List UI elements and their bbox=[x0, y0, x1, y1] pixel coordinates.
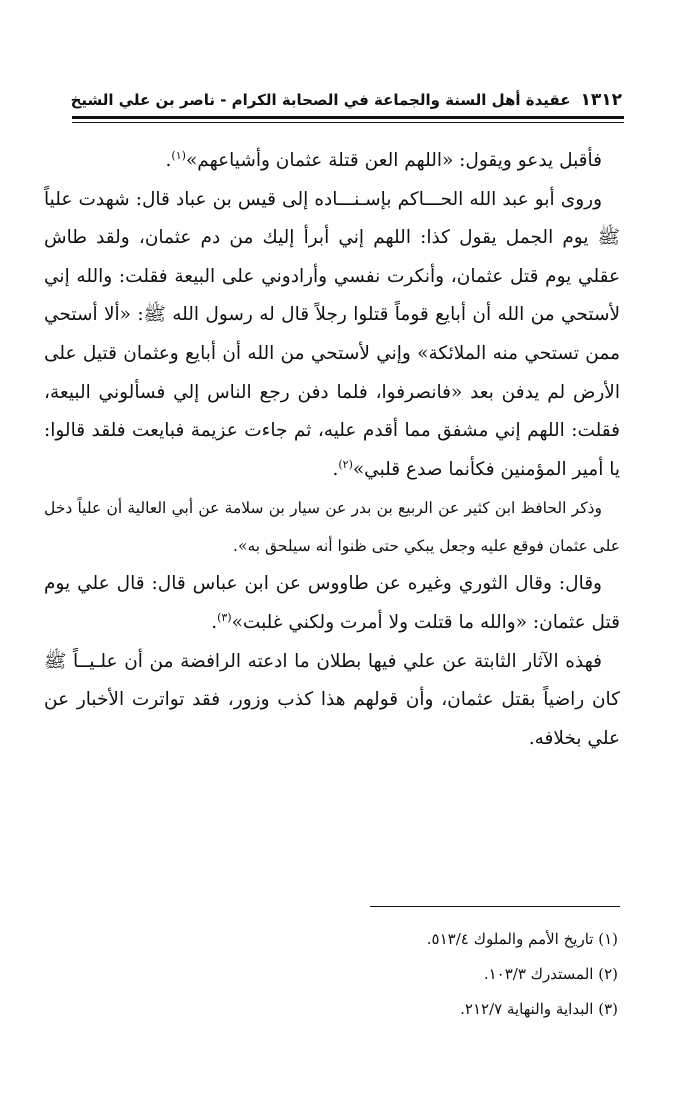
page-number: ١٣١٢ bbox=[580, 90, 622, 110]
footnote-mark-3[interactable]: (٣) bbox=[217, 610, 232, 624]
footnote-mark-1[interactable]: (١) bbox=[171, 148, 186, 162]
paragraph-5: فهذه الآثار الثابتة عن علي فيها بطلان ما ادعته الرافضة من أن علـيــاً ﷺ كان راضياً بقتل عثمان، وأن قولهم هذا كذب وزور، فقد تواترت الأخبار عن علي بخلافه. bbox=[44, 650, 620, 749]
paragraph-3: وذكر الحافظ ابن كثير عن الربيع بن بدر عن سيار بن سلامة عن أبي العالية أن علياً دخل على عثمان فوقع عليه وجعل يبكي حتى ظنوا أنه سيلحق به». bbox=[44, 499, 620, 556]
footnote-2: (٢) المستدرك ١٠٣/٣. bbox=[483, 965, 618, 983]
header-rule-thin bbox=[72, 122, 624, 123]
running-title: عقيدة أهل السنة والجماعة في الصحابة الكرام - ناصر بن علي الشيخ bbox=[70, 91, 571, 109]
paragraph-2: وروى أبو عبد الله الحـــاكم بإسـنـــاده إلى قيس بن عباد قال: شهدت علياً ﷺ يوم الجمل يقول كذا: اللهم إني أبرأ إليك من دم عثمان، ولقد طاش عقلي يوم قتل عثمان، وأنكرت نفسي وأرادوني على البيعة فقلت: والله إني لأستحي من الله أن أبايع قوماً قتلوا رجلاً قال له رسول الله ﷺ: «ألا أستحي ممن تستحي منه الملائكة» وإني لأستحي من الله أن أبايع وعثمان قتيل على الأرض لم يدفن بعد «فانصرفوا، فلما دفن رجع الناس إلي فسألوني البيعة، فقلت: اللهم إني مشفق مما أقدم عليه، ثم جاءت عزيمة فبايعت فلقد قالوا: يا أمير المؤمنين فكأنما صدع قلبي»$^{(٢)}$. bbox=[44, 188, 620, 480]
header-rule-thick bbox=[72, 116, 624, 119]
running-header bbox=[70, 82, 622, 112]
footnote-3: (٣) البداية والنهاية ٢١٢/٧. bbox=[460, 1000, 618, 1018]
paragraph-1: فأقبل يدعو ويقول: «اللهم العن قتلة عثمان وأشياعهم»$^{(١)}$. bbox=[165, 148, 602, 171]
footnote-separator bbox=[370, 906, 620, 907]
footnote-1: (١) تاريخ الأمم والملوك ٥١٣/٤. bbox=[426, 930, 618, 948]
main-text bbox=[44, 142, 620, 758]
footnote-mark-2[interactable]: (٢) bbox=[338, 457, 353, 471]
footnotes bbox=[300, 922, 618, 1027]
paragraph-4: وقال: وقال الثوري وغيره عن طاووس عن ابن عباس قال: قال علي يوم قتل عثمان: «والله ما قتلت ولا أمرت ولكني غلبت»$^{(٣)}$. bbox=[44, 573, 620, 633]
